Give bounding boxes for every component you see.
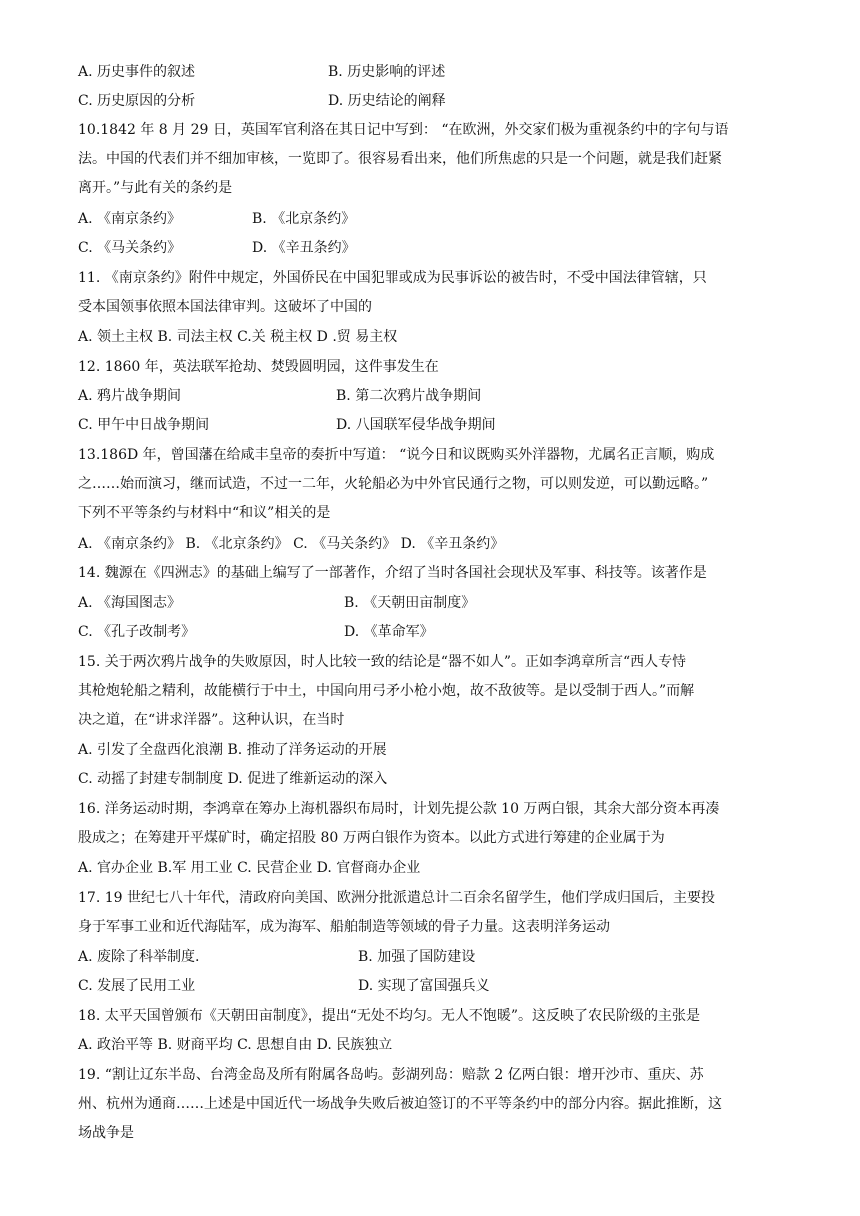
q17-option-c: C. 发展了民用工业: [78, 978, 196, 994]
q14-option-b: B. 《天朝田亩制度》: [344, 595, 476, 611]
q15-stem-line-3: 决之道，在“讲求洋器”。这种认识，在当时: [78, 712, 345, 728]
q11-stem-line-1: 11. 《南京条约》附件中规定，外国侨民在中国犯罪或成为民事诉讼的被告时，不受中国法律管辖，只: [78, 270, 707, 286]
q17-option-b: B. 加强了国防建设: [358, 949, 476, 965]
q19-stem-line-1: 19. “割让辽东半岛、台湾金岛及所有附属各岛屿。彭湖列岛：赔款 2 亿两白银：增开沙市、重庆、苏: [78, 1067, 704, 1083]
q17-option-d: D. 实现了富国强兵义: [358, 978, 490, 994]
q9-option-a: A. 历史事件的叙述: [78, 64, 196, 80]
q14-option-a: A. 《海国图志》: [78, 595, 182, 611]
q18-stem-line-1: 18. 太平天国曾颁布《天朝田亩制度》，提出“无处不均匀。无人不饱暖”。这反映了农民阶级的主张是: [78, 1008, 701, 1024]
q13-stem-line-1: 13.186D 年，曾国藩在给咸丰皇帝的奏折中写道： “说今日和议既购买外洋器物，尤属名正言顺，购成: [78, 447, 715, 463]
q16-stem-line-1: 16. 洋务运动时期，李鸿章在筹办上海机器织布局时，计划先提公款 10 万两白银，其余大部分资本再凑: [78, 801, 720, 817]
q14-option-d: D. 《革命军》: [344, 624, 434, 640]
q19-stem-line-2: 州、杭州为通商……上述是中国近代一场战争失败后被迫签订的不平等条约中的部分内容。据此推断，这: [78, 1096, 722, 1112]
q17-stem-line-2: 身于军事工业和近代海陆军，成为海军、船舶制造等领域的骨子力量。这表明洋务运动: [78, 919, 610, 935]
q10-stem-line-1: 10.1842 年 8 月 29 日，英国军官利洛在其日记中写到： “在欧洲，外交家们极为重视条约中的字句与语: [78, 122, 729, 138]
q13-stem-line-3: 下列不平等条约与材料中“和议”相关的是: [78, 505, 331, 521]
q12-option-b: B. 第二次鸦片战争期间: [336, 388, 482, 404]
q10-option-a: A. 《南京条约》: [78, 211, 182, 227]
q18-options: A. 政治平等 B. 财商平均 C. 思想自由 D. 民族独立: [78, 1037, 393, 1053]
q19-stem-line-3: 场战争是: [78, 1125, 134, 1141]
q15-options-line-1: A. 引发了全盘西化浪潮 B. 推动了洋务运动的开展: [78, 742, 387, 758]
q9-option-b: B. 历史影响的评述: [328, 64, 446, 80]
q15-stem-line-1: 15. 关于两次鸦片战争的失败原因，时人比较一致的结论是“器不如人”。正如李鸿章所言“西人专恃: [78, 654, 687, 670]
q12-option-a: A. 鸦片战争期间: [78, 388, 182, 404]
q13-options: A. 《南京条约》 B. 《北京条约》 C. 《马关条约》 D. 《辛丑条约》: [78, 536, 505, 552]
q10-stem-line-3: 离开。”与此有关的条约是: [78, 180, 233, 196]
q13-stem-line-2: 之……始而演习，继而试造，不过一二年，火轮船必为中外官民通行之物，可以则发逆，可以勤远略。”: [78, 476, 709, 492]
q12-option-c: C. 甲午中日战争期间: [78, 417, 210, 433]
q9-option-d: D. 历史结论的阐释: [328, 93, 446, 109]
q11-stem-line-2: 受本国领事依照本国法律审判。这破坏了中国的: [78, 299, 372, 315]
q15-options-line-2: C. 动摇了封建专制制度 D. 促进了维新运动的深入: [78, 771, 388, 787]
q10-stem-line-2: 法。中国的代表们并不细加审核，一览即了。很容易看出来，他们所焦虑的只是一个问题，就是我们赶紧: [78, 151, 722, 167]
q12-stem-line-1: 12. 1860 年，英法联军抢劫、焚毁圆明园，这件事发生在: [78, 359, 439, 375]
q10-option-b: B. 《北京条约》: [252, 211, 356, 227]
q16-stem-line-2: 股成之；在筹建开平煤矿时，确定招股 80 万两白银作为资本。以此方式进行筹建的企业属于为: [78, 830, 665, 846]
q11-options: A. 领土主权 B. 司法主权 C.关 税主权 D .贸 易主权: [78, 329, 398, 345]
q10-option-c: C. 《马关条约》: [78, 240, 182, 256]
q12-option-d: D. 八国联军侵华战争期间: [336, 417, 496, 433]
q14-option-c: C. 《孔子改制考》: [78, 624, 196, 640]
q17-option-a: A. 废除了科举制度.: [78, 949, 200, 965]
q16-options: A. 官办企业 B.军 用工业 C. 民营企业 D. 官督商办企业: [78, 860, 421, 876]
q10-option-d: D. 《辛丑条约》: [252, 240, 356, 256]
q14-stem-line-1: 14. 魏源在《四洲志》的基础上编写了一部著作，介绍了当时各国社会现状及军事、科技等。该著作是: [78, 565, 707, 581]
q15-stem-line-2: 其枪炮轮船之精利，故能横行于中土，中国向用弓矛小枪小炮，故不敌彼等。是以受制于西人。”而解: [78, 683, 695, 699]
q17-stem-line-1: 17. 19 世纪七八十年代，清政府向美国、欧洲分批派遣总计二百余名留学生，他们学成归国后，主要投: [78, 890, 715, 906]
q9-option-c: C. 历史原因的分析: [78, 93, 196, 109]
